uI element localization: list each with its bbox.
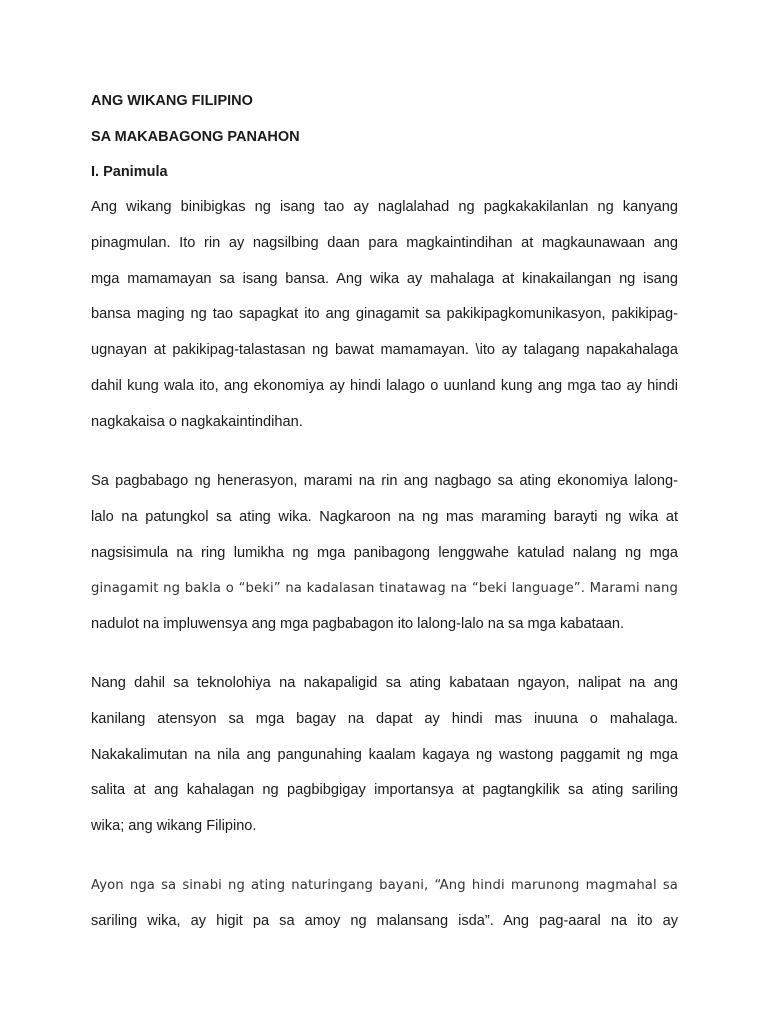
paragraph-line: nadulot na impluwensya ang mga pagbabagon ito lalong-lalo na sa mga kabataan. <box>91 616 625 633</box>
paragraph-line: Sa pagbabago ng henerasyon, marami na rin ang nagbago sa ating ekonomiya lalong- <box>91 473 678 489</box>
paragraph-line: Ayon nga sa sinabi ng ating naturingang bayani, “Ang hindi marunong magmahal sa <box>91 878 678 893</box>
paragraph-line: bansa maging ng tao sapagkat ito ang ginagamit sa pakikipagkomunikasyon, pakikipag- <box>91 306 678 323</box>
paragraph-1 <box>91 190 678 441</box>
paragraph-line: dahil kung wala ito, ang ekonomiya ay hindi lalago o uunland kung ang mga tao ay hindi <box>91 377 678 394</box>
section-heading: I. Panimula <box>91 164 168 180</box>
paragraph-line: Nang dahil sa teknolohiya na nakapaligid sa ating kabataan ngayon, nalipat na ang <box>91 675 678 691</box>
document-title-line-2: SA MAKABAGONG PANAHON <box>91 129 300 145</box>
paragraph-line: Nakakalimutan na nila ang pangunahing kaalam kagaya ng wastong paggamit ng mga <box>91 746 678 763</box>
paragraph-line: kanilang atensyon sa mga bagay na dapat ay hindi mas inuuna o mahalaga. <box>91 710 678 727</box>
paragraph-line: salita at ang kahalagan ng pagbibgigay importansya at pagtangkilik sa ating sariling <box>91 782 678 799</box>
paragraph-line: mga mamamayan sa isang bansa. Ang wika ay mahalaga at kinakailangan ng isang <box>91 270 678 287</box>
paragraph-line: nagkakaisa o nagkakaintindihan. <box>91 413 303 430</box>
paragraph-line: pinagmulan. Ito rin ay nagsilbing daan para magkaintindihan at magkaunawaan ang <box>91 234 678 251</box>
paragraph-line: ginagamit ng bakla o “beki” na kadalasan tinatawag na “beki language”. Marami nang <box>91 581 678 597</box>
paragraph-line: wika; ang wikang Filipino. <box>91 818 257 835</box>
paragraph-line: ugnayan at pakikipag-talastasan ng bawat mamamayan. \ito ay talagang napakahalaga <box>91 342 678 359</box>
paragraph-2 <box>91 464 678 643</box>
paragraph-line: sariling wika, ay higit pa sa amoy ng malansang isda”. Ang pag-aaral na ito ay <box>91 912 678 929</box>
paragraph-line: nagsisimula na ring lumikha ng mga panibagong lenggwahe katulad nalang ng mga <box>91 544 678 561</box>
paragraph-4 <box>91 868 678 940</box>
paragraph-3 <box>91 666 678 845</box>
paragraph-line: lalo na patungkol sa ating wika. Nagkaroon na ng mas maraming barayti ng wika at <box>91 508 678 525</box>
paragraph-line: Ang wikang binibigkas ng isang tao ay naglalahad ng pagkakakilanlan ng kanyang <box>91 199 678 215</box>
document-title-line-1: ANG WIKANG FILIPINO <box>91 93 253 109</box>
